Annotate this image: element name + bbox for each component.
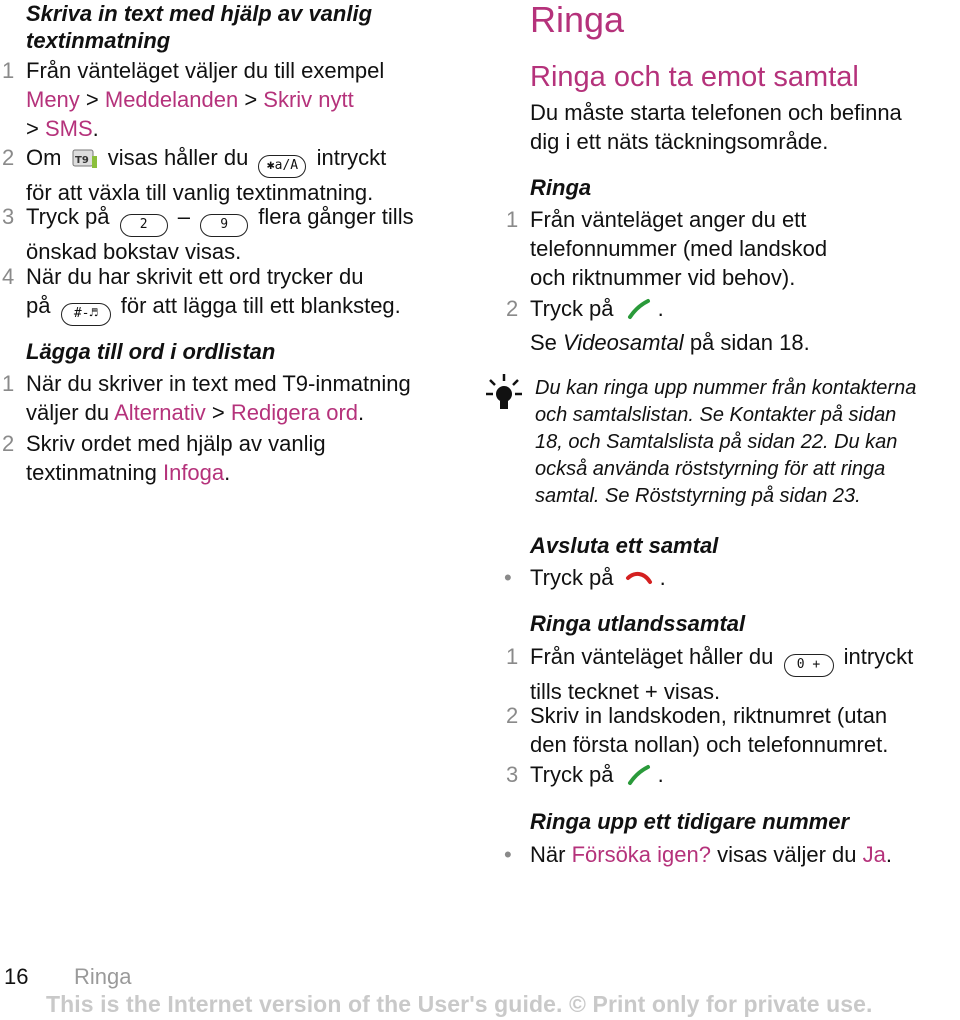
step-text: flera gånger tills bbox=[258, 204, 414, 229]
cross-reference: Videosamtal bbox=[563, 330, 684, 355]
menu-link-sms[interactable]: SMS bbox=[44, 116, 93, 141]
section-write-text bbox=[26, 0, 466, 54]
step-1 bbox=[2, 56, 466, 143]
footer-section-name: Ringa bbox=[74, 964, 132, 989]
tip-text bbox=[535, 375, 960, 510]
step-text: önskad bokstav visas. bbox=[26, 239, 242, 264]
call-icon bbox=[624, 763, 654, 794]
step-number: 2 bbox=[2, 431, 15, 456]
menu-link-meny[interactable]: Meny bbox=[26, 87, 80, 112]
step-text: väljer du bbox=[26, 400, 115, 425]
separator: > bbox=[205, 400, 231, 425]
step-number: 4 bbox=[2, 264, 15, 289]
bullet: • bbox=[504, 842, 512, 867]
menu-link-skriv-nytt[interactable]: Skriv nytt bbox=[263, 87, 354, 112]
menu-link-forsoka-igen[interactable]: Försöka igen? bbox=[571, 842, 711, 867]
ordlista-step-2 bbox=[2, 429, 466, 487]
step-text: telefonnummer (med landskod bbox=[530, 236, 828, 261]
section-heading: Ringa och ta emot samtal bbox=[530, 61, 859, 93]
step-text: den första nollan) och telefonnumret. bbox=[530, 732, 889, 757]
section-title-line2: textinmatning bbox=[26, 28, 171, 53]
punctuation: . bbox=[358, 400, 365, 425]
step-text: intryckt bbox=[316, 145, 387, 170]
step-text: på sidan 18. bbox=[683, 330, 810, 355]
subsection-title-tidigare: Ringa upp ett tidigare nummer bbox=[530, 809, 850, 834]
avsluta-bullet bbox=[504, 563, 958, 597]
intro-line: dig i ett näts täckningsområde. bbox=[530, 129, 829, 154]
step-text: Från vänteläget väljer du till exempel bbox=[26, 58, 385, 83]
step-text: Tryck på bbox=[530, 565, 614, 590]
svg-text:T9: T9 bbox=[74, 155, 89, 166]
tip-lightbulb-icon bbox=[484, 372, 524, 416]
tidigare-bullet bbox=[504, 840, 958, 869]
key-2-icon: 2 bbox=[120, 214, 168, 237]
step-text: – bbox=[177, 204, 191, 229]
section-title-ordlistan: Lägga till ord i ordlistan bbox=[26, 339, 276, 364]
step-text: intryckt bbox=[843, 644, 914, 669]
punctuation: . bbox=[224, 460, 231, 485]
end-call-icon bbox=[624, 566, 656, 597]
step-text: tills tecknet + visas. bbox=[530, 679, 721, 704]
step-2 bbox=[2, 143, 466, 207]
page-number: 16 bbox=[4, 964, 29, 989]
page-heading: Ringa bbox=[530, 0, 625, 40]
tip-line: samtal. Se Röststyrning på sidan 23. bbox=[535, 485, 861, 507]
step-text: När du har skrivit ett ord trycker du bbox=[26, 264, 364, 289]
intro-text bbox=[530, 98, 958, 156]
utland-step-3 bbox=[506, 760, 958, 794]
subsection-title-utland: Ringa utlandssamtal bbox=[530, 611, 746, 636]
menu-link-infoga[interactable]: Infoga bbox=[162, 460, 225, 485]
key-9-icon: 9 bbox=[200, 214, 248, 237]
step-text: på bbox=[26, 293, 51, 318]
step-text: Tryck på bbox=[26, 204, 110, 229]
zero-plus-key-icon: 0 + bbox=[784, 654, 834, 677]
step-3 bbox=[2, 202, 466, 266]
step-number: 1 bbox=[2, 371, 15, 396]
star-key-icon: ✱a/A bbox=[258, 155, 306, 178]
punctuation: . bbox=[657, 296, 664, 321]
step-text: Från vänteläget anger du ett bbox=[530, 207, 807, 232]
step-text: för att växla till vanlig textinmatning. bbox=[26, 180, 374, 205]
t9-icon bbox=[72, 148, 98, 177]
tip-line: 18, och Samtalslista på sidan 22. Du kan bbox=[535, 431, 898, 453]
tip-line: Du kan ringa upp nummer från kontakterna bbox=[535, 377, 917, 399]
step-text: för att lägga till ett blanksteg. bbox=[120, 293, 401, 318]
separator: > bbox=[79, 87, 105, 112]
utland-step-2 bbox=[506, 701, 958, 759]
step-text: Tryck på bbox=[530, 296, 614, 321]
ordlista-step-1 bbox=[2, 369, 466, 427]
step-4 bbox=[2, 262, 466, 326]
hash-key-icon: #-♬ bbox=[61, 303, 111, 326]
call-icon bbox=[624, 297, 654, 328]
step-number: 3 bbox=[506, 762, 519, 787]
menu-link-alternativ[interactable]: Alternativ bbox=[114, 400, 206, 425]
step-number: 1 bbox=[2, 58, 15, 83]
section-title-line1: Skriva in text med hjälp av vanlig bbox=[26, 1, 373, 26]
step-text: Från vänteläget håller du bbox=[530, 644, 774, 669]
menu-link-meddelanden[interactable]: Meddelanden bbox=[104, 87, 239, 112]
step-number: 3 bbox=[2, 204, 15, 229]
separator: > bbox=[238, 87, 264, 112]
tip-line: och samtalslistan. Se Kontakter på sidan bbox=[535, 404, 897, 426]
bullet: • bbox=[504, 565, 512, 590]
step-text: Tryck på bbox=[530, 762, 614, 787]
step-text: visas väljer du bbox=[710, 842, 863, 867]
punctuation: . bbox=[885, 842, 892, 867]
step-number: 1 bbox=[506, 644, 519, 669]
tip-line: också använda röststyrning för att ringa bbox=[535, 458, 886, 480]
step-text: När du skriver in text med T9-inmatning bbox=[26, 371, 411, 396]
intro-line: Du måste starta telefonen och befinna bbox=[530, 100, 902, 125]
step-number: 1 bbox=[506, 207, 519, 232]
menu-link-ja[interactable]: Ja bbox=[862, 842, 886, 867]
punctuation: . bbox=[657, 762, 664, 787]
step-text: Se bbox=[530, 330, 564, 355]
subsection-title-ringa: Ringa bbox=[530, 175, 592, 200]
step-text: Om bbox=[26, 145, 62, 170]
step-text: Skriv ordet med hjälp av vanlig bbox=[26, 431, 326, 456]
step-number: 2 bbox=[506, 296, 519, 321]
step-number: 2 bbox=[2, 145, 15, 170]
step-text: visas håller du bbox=[107, 145, 249, 170]
separator: > bbox=[26, 116, 45, 141]
ringa-step-2 bbox=[506, 294, 958, 357]
step-text: Skriv in landskoden, riktnumret (utan bbox=[530, 703, 888, 728]
step-text: När bbox=[530, 842, 572, 867]
punctuation: . bbox=[92, 116, 99, 141]
step-text: textinmatning bbox=[26, 460, 163, 485]
ringa-step-1 bbox=[506, 205, 958, 292]
internet-version-notice: This is the Internet version of the User's guide. © Print only for private use. bbox=[46, 991, 873, 1017]
step-text: och riktnummer vid behov). bbox=[530, 265, 796, 290]
utland-step-1 bbox=[506, 642, 958, 706]
section-title bbox=[26, 0, 466, 54]
menu-link-redigera-ord[interactable]: Redigera ord bbox=[230, 400, 359, 425]
step-number: 2 bbox=[506, 703, 519, 728]
punctuation: . bbox=[659, 565, 666, 590]
subsection-title-avsluta: Avsluta ett samtal bbox=[530, 533, 719, 558]
